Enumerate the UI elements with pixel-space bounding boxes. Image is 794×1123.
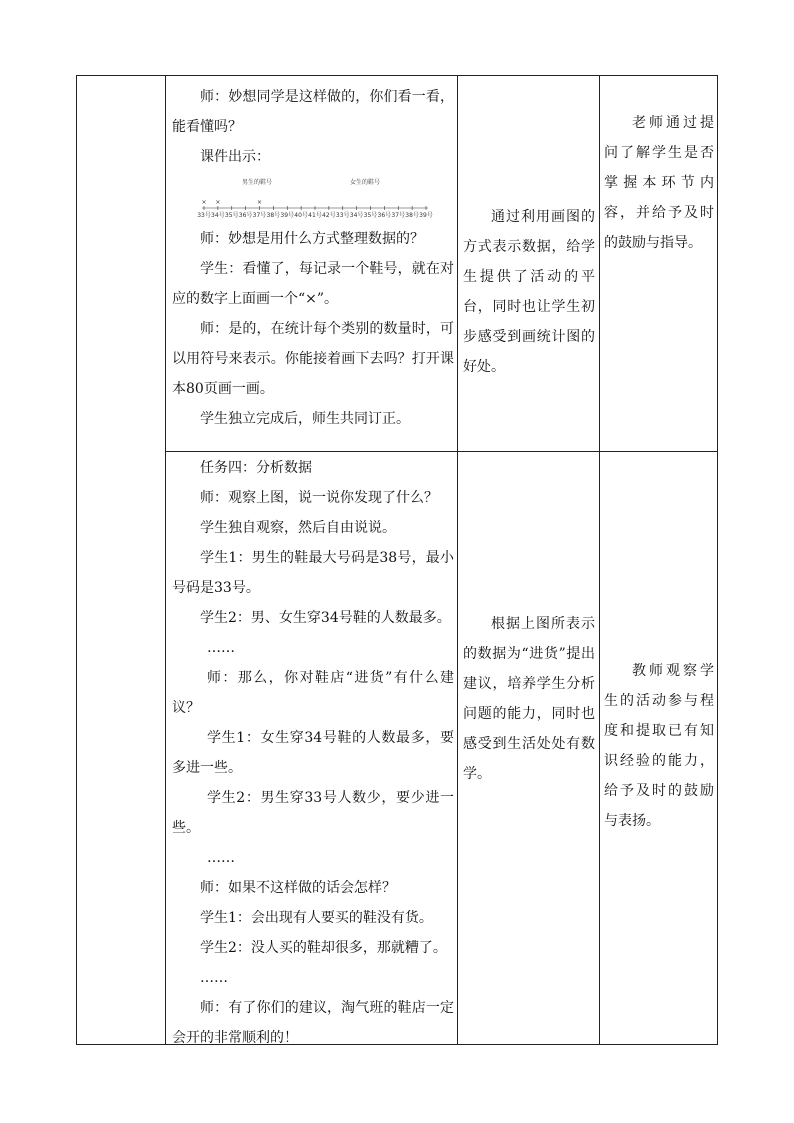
main-paragraph: 学生2：男生穿33号人数少，要少进一些。 [172,790,454,836]
number-line-tick-label: 35号 [224,212,239,219]
ellipsis-line: …… [207,850,235,866]
tally-mark: × [201,199,207,206]
number-line-tick-label: 39号 [280,212,295,219]
main-paragraph: 学生1：女生穿34号鞋的人数最多，要多进一些。 [172,730,454,776]
column-divider [457,76,458,1044]
main-paragraph: 学生2：没人买的鞋却很多，那就糟了。 [200,940,447,956]
main-paragraph: 师：如果不这样做的话会怎样？ [200,880,396,896]
number-line-tick-label: 36号 [238,212,253,219]
section1-main-cell [172,82,454,434]
main-paragraph: 师：妙想同学是这样做的，你们看一看，能看懂吗？ [172,89,454,135]
number-line-tick-label: 37号 [391,212,406,219]
shoe-size-figure [172,174,454,220]
number-line-tick-label: 35号 [363,212,378,219]
number-line-tick-label: 36号 [377,212,392,219]
number-line-tick-label: 39号 [419,212,433,219]
main-paragraph: 学生1：会出现有人要买的鞋没有货。 [200,910,433,926]
number-line-tick-label: 33号 [335,212,350,219]
main-paragraph: 师：观察上图，说一说你发现了什么？ [200,490,438,506]
figure-label-boys: 男生的鞋号 [242,179,273,186]
design-intent-text: 通过利用画图的方式表示数据，给学生提供了活动的平台，同时也让学生初步感受到画统计图的好处。 [463,209,595,375]
column-divider [599,76,600,1044]
number-line-tick-label: 37号 [252,212,267,219]
number-line-tick-label: 34号 [211,212,225,219]
main-paragraph: 师：有了你们的建议，淘气班的鞋店一定会开的非常顺利的！ [172,1000,454,1046]
lesson-table [76,75,718,1045]
main-paragraph: 师：是的，在统计每个类别的数量时，可以用符号来表示。你能接着画下去吗？打开课本80页画一画。 [172,321,454,397]
main-paragraph: 学生1：男生的鞋最大号码是38号，最小号码是33号。 [172,550,454,596]
main-paragraph: 学生独自观察，然后自由说说。 [200,520,396,536]
main-paragraph: 学生独立完成后，师生共同订正。 [200,411,410,427]
tally-mark: × [215,199,221,206]
section2-note-cell [604,656,714,836]
row-divider [165,451,717,452]
section2-design-cell [463,609,595,789]
column-divider [165,76,166,1044]
main-paragraph: 师：妙想是用什么方式整理数据的？ [200,231,424,247]
shoe-size-number-line [197,174,433,219]
main-paragraph: 任务四：分析数据 [200,460,312,476]
figure-label-girls: 女生的鞋号 [350,179,381,186]
design-intent-text: 根据上图所表示的数据为“进货”提出建议，培养学生分析问题的能力，同时也感受到生活处处有数学。 [463,616,595,782]
section2-main-cell [172,453,454,1053]
teacher-note-text: 教师观察学生的活动参与程度和提取已有知识经验的能力，给予及时的鼓励与表扬。 [604,663,714,829]
main-paragraph: 学生：看懂了，每记录一个鞋号，就在对应的数字上面画一个“×”。 [172,261,454,307]
teacher-note-text: 老师通过提问了解学生是否掌握本环节内容，并给予及时的鼓励与指导。 [604,115,714,251]
number-line-tick-label: 34号 [349,212,364,219]
number-line-tick-label: 41号 [308,212,322,219]
number-line-tick-label: 33号 [197,212,211,219]
section1-note-cell [604,108,714,258]
main-paragraph: 师：那么，你对鞋店“进货”有什么建议？ [172,670,454,716]
number-line-tick-label: 38号 [405,212,419,219]
tally-mark: × [256,199,263,206]
number-line-tick-label: 40号 [294,212,308,219]
number-line-tick-label: 42号 [322,212,336,219]
ellipsis-line: …… [207,640,235,656]
number-line-tick-label: 38号 [266,212,281,219]
main-paragraph: 课件出示： [200,149,270,165]
section1-design-cell [463,202,595,382]
main-paragraph: 学生2：男、女生穿34号鞋的人数最多。 [200,610,451,626]
ellipsis-line: …… [200,970,228,986]
